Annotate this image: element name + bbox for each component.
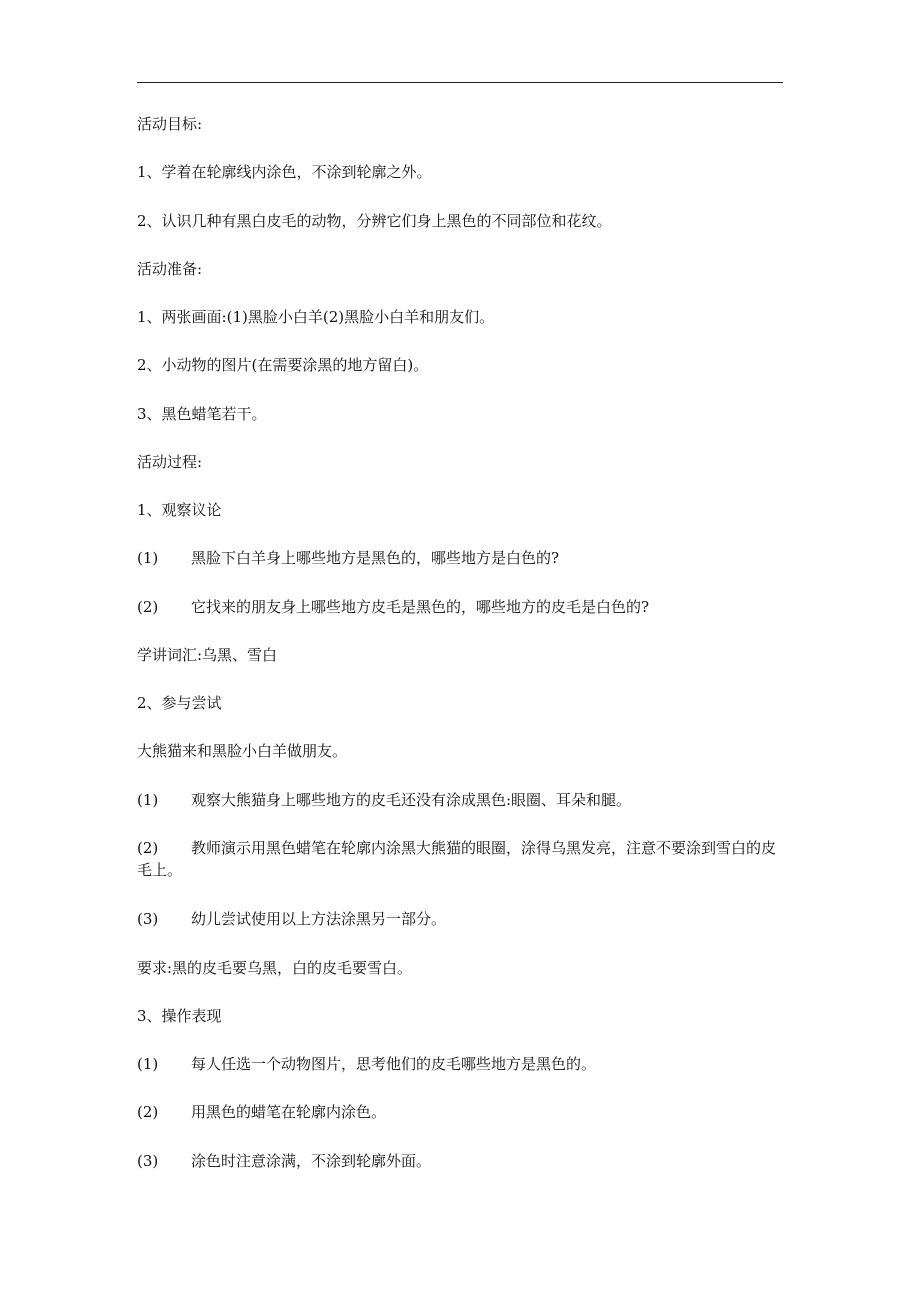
- process-substep: (1) 每人任选一个动物图片，思考他们的皮毛哪些地方是黑色的。: [137, 1055, 597, 1073]
- intro-line: 大熊猫来和黑脸小白羊做朋友。: [137, 742, 348, 760]
- substep-number: (2): [137, 598, 159, 616]
- process-step-1: 1、观察议论: [137, 501, 222, 519]
- vocabulary-line: 学讲词汇:乌黑、雪白: [137, 646, 278, 664]
- process-step-3: 3、操作表现: [137, 1007, 222, 1025]
- goal-item-1: 1、学着在轮廓线内涂色，不涂到轮廓之外。: [137, 163, 432, 181]
- substep-number: (3): [137, 910, 159, 928]
- substep-number: (1): [137, 791, 159, 809]
- process-substep: (2) 用黑色的蜡笔在轮廓内涂色。: [137, 1103, 387, 1121]
- process-step-2: 2、参与尝试: [137, 694, 222, 712]
- process-substep: (2) 它找来的朋友身上哪些地方皮毛是黑色的，哪些地方的皮毛是白色的?: [137, 598, 650, 616]
- header-rule: [137, 82, 783, 83]
- prep-item-2: 2、小动物的图片(在需要涂黑的地方留白)。: [137, 356, 429, 374]
- substep-number: (2): [137, 1103, 159, 1121]
- process-substep: (3) 涂色时注意涂满，不涂到轮廓外面。: [137, 1152, 432, 1170]
- process-substep: (3) 幼儿尝试使用以上方法涂黑另一部分。: [137, 910, 447, 928]
- process-substep: (2) 教师演示用黑色蜡笔在轮廓内涂黑大熊猫的眼圈，涂得乌黑发亮，注意不要涂到雪白的皮毛上。: [137, 839, 777, 879]
- substep-number: (2): [137, 839, 159, 857]
- process-substep: (1) 观察大熊猫身上哪些地方的皮毛还没有涂成黑色:眼圈、耳朵和腿。: [137, 791, 632, 809]
- section-heading-goals: 活动目标:: [137, 115, 203, 133]
- goal-item-2: 2、认识几种有黑白皮毛的动物，分辨它们身上黑色的不同部位和花纹。: [137, 212, 612, 230]
- prep-item-3: 3、黑色蜡笔若干。: [137, 405, 267, 423]
- section-heading-process: 活动过程:: [137, 453, 203, 471]
- prep-item-1: 1、两张画面:(1)黑脸小白羊(2)黑脸小白羊和朋友们。: [137, 308, 495, 326]
- substep-number: (3): [137, 1152, 159, 1170]
- requirement-line: 要求:黑的皮毛要乌黑，白的皮毛要雪白。: [137, 959, 413, 977]
- process-substep: (1) 黑脸下白羊身上哪些地方是黑色的，哪些地方是白色的?: [137, 549, 560, 567]
- section-heading-preparation: 活动准备:: [137, 260, 203, 278]
- substep-number: (1): [137, 1055, 159, 1073]
- substep-number: (1): [137, 549, 159, 567]
